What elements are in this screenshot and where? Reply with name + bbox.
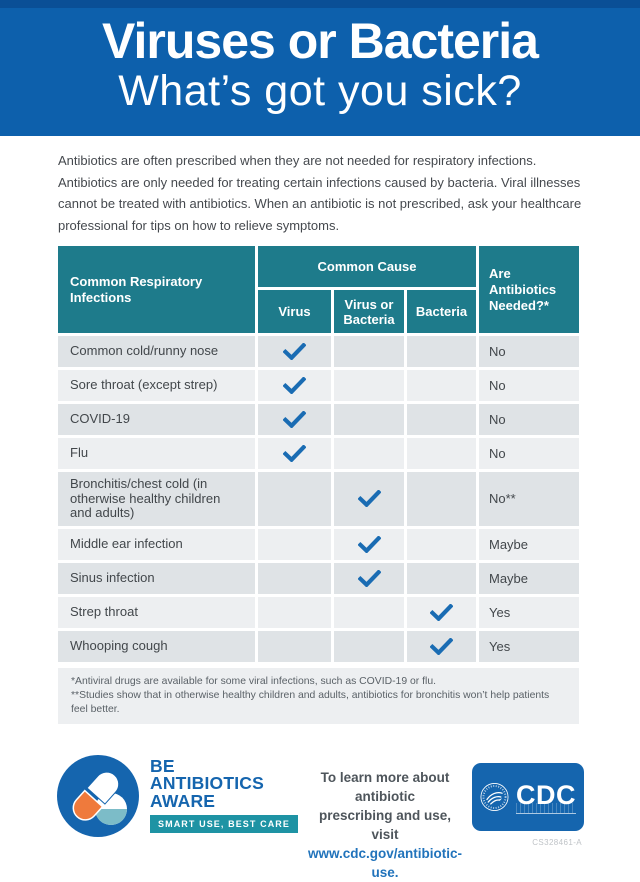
table-row — [58, 336, 579, 367]
antibiotics-needed-value: Yes — [479, 631, 579, 662]
hhs-eagle-seal-icon — [480, 774, 509, 820]
table-row — [58, 438, 579, 469]
table-row — [58, 472, 579, 526]
be-antibiotics-aware-wordmark — [150, 755, 298, 834]
antibiotics-needed-value: Maybe — [479, 529, 579, 560]
learn-more-line1: To learn more about antibiotic — [320, 769, 450, 804]
bacteria-cell — [407, 336, 476, 367]
virus-cell — [258, 472, 331, 526]
antibiotics-needed-value: No** — [479, 472, 579, 526]
column-header-bacteria: Bacteria — [407, 290, 476, 333]
virus-or-bacteria-cell — [334, 370, 404, 401]
infections-table — [58, 246, 579, 724]
antibiotics-needed-value: No — [479, 370, 579, 401]
baa-word-aware: AWARE — [150, 790, 216, 811]
column-header-common-cause: Common Cause — [258, 246, 476, 287]
virus-or-bacteria-cell — [334, 404, 404, 435]
table-row — [58, 563, 579, 594]
antibiotics-needed-value: Yes — [479, 597, 579, 628]
bacteria-cell — [407, 404, 476, 435]
antibiotics-needed-value: No — [479, 336, 579, 367]
baa-word-antibiotics: ANTIBIOTICS — [150, 773, 265, 794]
bacteria-cell — [407, 597, 476, 628]
virus-or-bacteria-cell — [334, 597, 404, 628]
cdc-antibiotic-use-link[interactable]: www.cdc.gov/antibiotic-use. — [308, 845, 463, 880]
bacteria-cell — [407, 438, 476, 469]
learn-more-line2: prescribing and use, visit — [318, 807, 452, 842]
table-row — [58, 597, 579, 628]
infection-name: Bronchitis/chest cold (in otherwise healthy children and adults) — [58, 472, 255, 526]
virus-cell — [258, 631, 331, 662]
be-antibiotics-aware-logo — [56, 754, 298, 838]
bacteria-cell — [407, 631, 476, 662]
infection-name: Sore throat (except strep) — [58, 370, 255, 401]
infection-name: Whooping cough — [58, 631, 255, 662]
cdc-logo — [472, 763, 584, 831]
check-icon — [283, 343, 306, 360]
check-icon — [283, 377, 306, 394]
learn-more-text — [298, 768, 472, 882]
table-row — [58, 370, 579, 401]
cdc-logo-block — [472, 763, 584, 847]
column-header-infections: Common Respiratory Infections — [58, 246, 255, 333]
infection-name: Middle ear infection — [58, 529, 255, 560]
bacteria-cell — [407, 472, 476, 526]
virus-or-bacteria-cell — [334, 438, 404, 469]
virus-or-bacteria-cell — [334, 563, 404, 594]
check-icon — [283, 445, 306, 462]
infection-name: Flu — [58, 438, 255, 469]
document-code: CS328461-A — [532, 837, 582, 847]
virus-or-bacteria-cell — [334, 472, 404, 526]
virus-cell — [258, 404, 331, 435]
infection-name: Sinus infection — [58, 563, 255, 594]
check-icon — [283, 411, 306, 428]
header-banner — [0, 0, 640, 136]
footer — [0, 754, 640, 882]
column-header-antibiotics-needed: Are Antibiotics Needed?* — [479, 246, 579, 333]
virus-cell — [258, 370, 331, 401]
baa-tagline: SMART USE, BEST CARE — [150, 815, 298, 833]
infection-name: Common cold/runny nose — [58, 336, 255, 367]
cause-subcolumns — [258, 290, 476, 333]
intro-paragraph: Antibiotics are often prescribed when they are not needed for respiratory infections. Antibiotics are only needed for treating certain infections caused by bacteria. Viral illnesses cannot be treated with antibiotics. When an antibiotic is not prescribed, ask your healthcare professional for tips on how to relieve symptoms. — [58, 153, 582, 233]
cdc-letters: CDC — [516, 780, 576, 814]
check-icon — [430, 604, 453, 621]
bacteria-cell — [407, 529, 476, 560]
virus-cell — [258, 563, 331, 594]
footnote-bronchitis: **Studies show that in otherwise healthy children and adults, antibiotics for bronchitis won’t help patients feel better. — [71, 689, 550, 715]
column-header-virus-or-bacteria: Virus or Bacteria — [334, 290, 404, 333]
check-icon — [358, 490, 381, 507]
check-icon — [358, 536, 381, 553]
virus-cell — [258, 438, 331, 469]
main-content — [0, 150, 640, 724]
infection-name: COVID-19 — [58, 404, 255, 435]
bacteria-cell — [407, 563, 476, 594]
virus-cell — [258, 529, 331, 560]
footnote-antiviral: *Antiviral drugs are available for some viral infections, such as COVID-19 or flu. — [71, 675, 436, 687]
antibiotics-needed-value: Maybe — [479, 563, 579, 594]
antibiotics-needed-value: No — [479, 404, 579, 435]
column-group-common-cause — [258, 246, 476, 333]
bacteria-cell — [407, 370, 476, 401]
virus-cell — [258, 597, 331, 628]
infection-name: Strep throat — [58, 597, 255, 628]
pill-capsule-logo-icon — [56, 754, 140, 838]
column-header-virus: Virus — [258, 290, 331, 333]
check-icon — [430, 638, 453, 655]
virus-cell — [258, 336, 331, 367]
footnotes — [58, 668, 579, 724]
check-icon — [358, 570, 381, 587]
baa-word-be: BE — [150, 755, 175, 776]
table-row — [58, 631, 579, 662]
virus-or-bacteria-cell — [334, 529, 404, 560]
table-row — [58, 529, 579, 560]
table-header — [58, 246, 579, 333]
page-title: Viruses or Bacteria — [102, 13, 538, 69]
antibiotics-needed-value: No — [479, 438, 579, 469]
virus-or-bacteria-cell — [334, 631, 404, 662]
table-row — [58, 404, 579, 435]
virus-or-bacteria-cell — [334, 336, 404, 367]
page-subtitle: What’s got you sick? — [118, 67, 522, 115]
